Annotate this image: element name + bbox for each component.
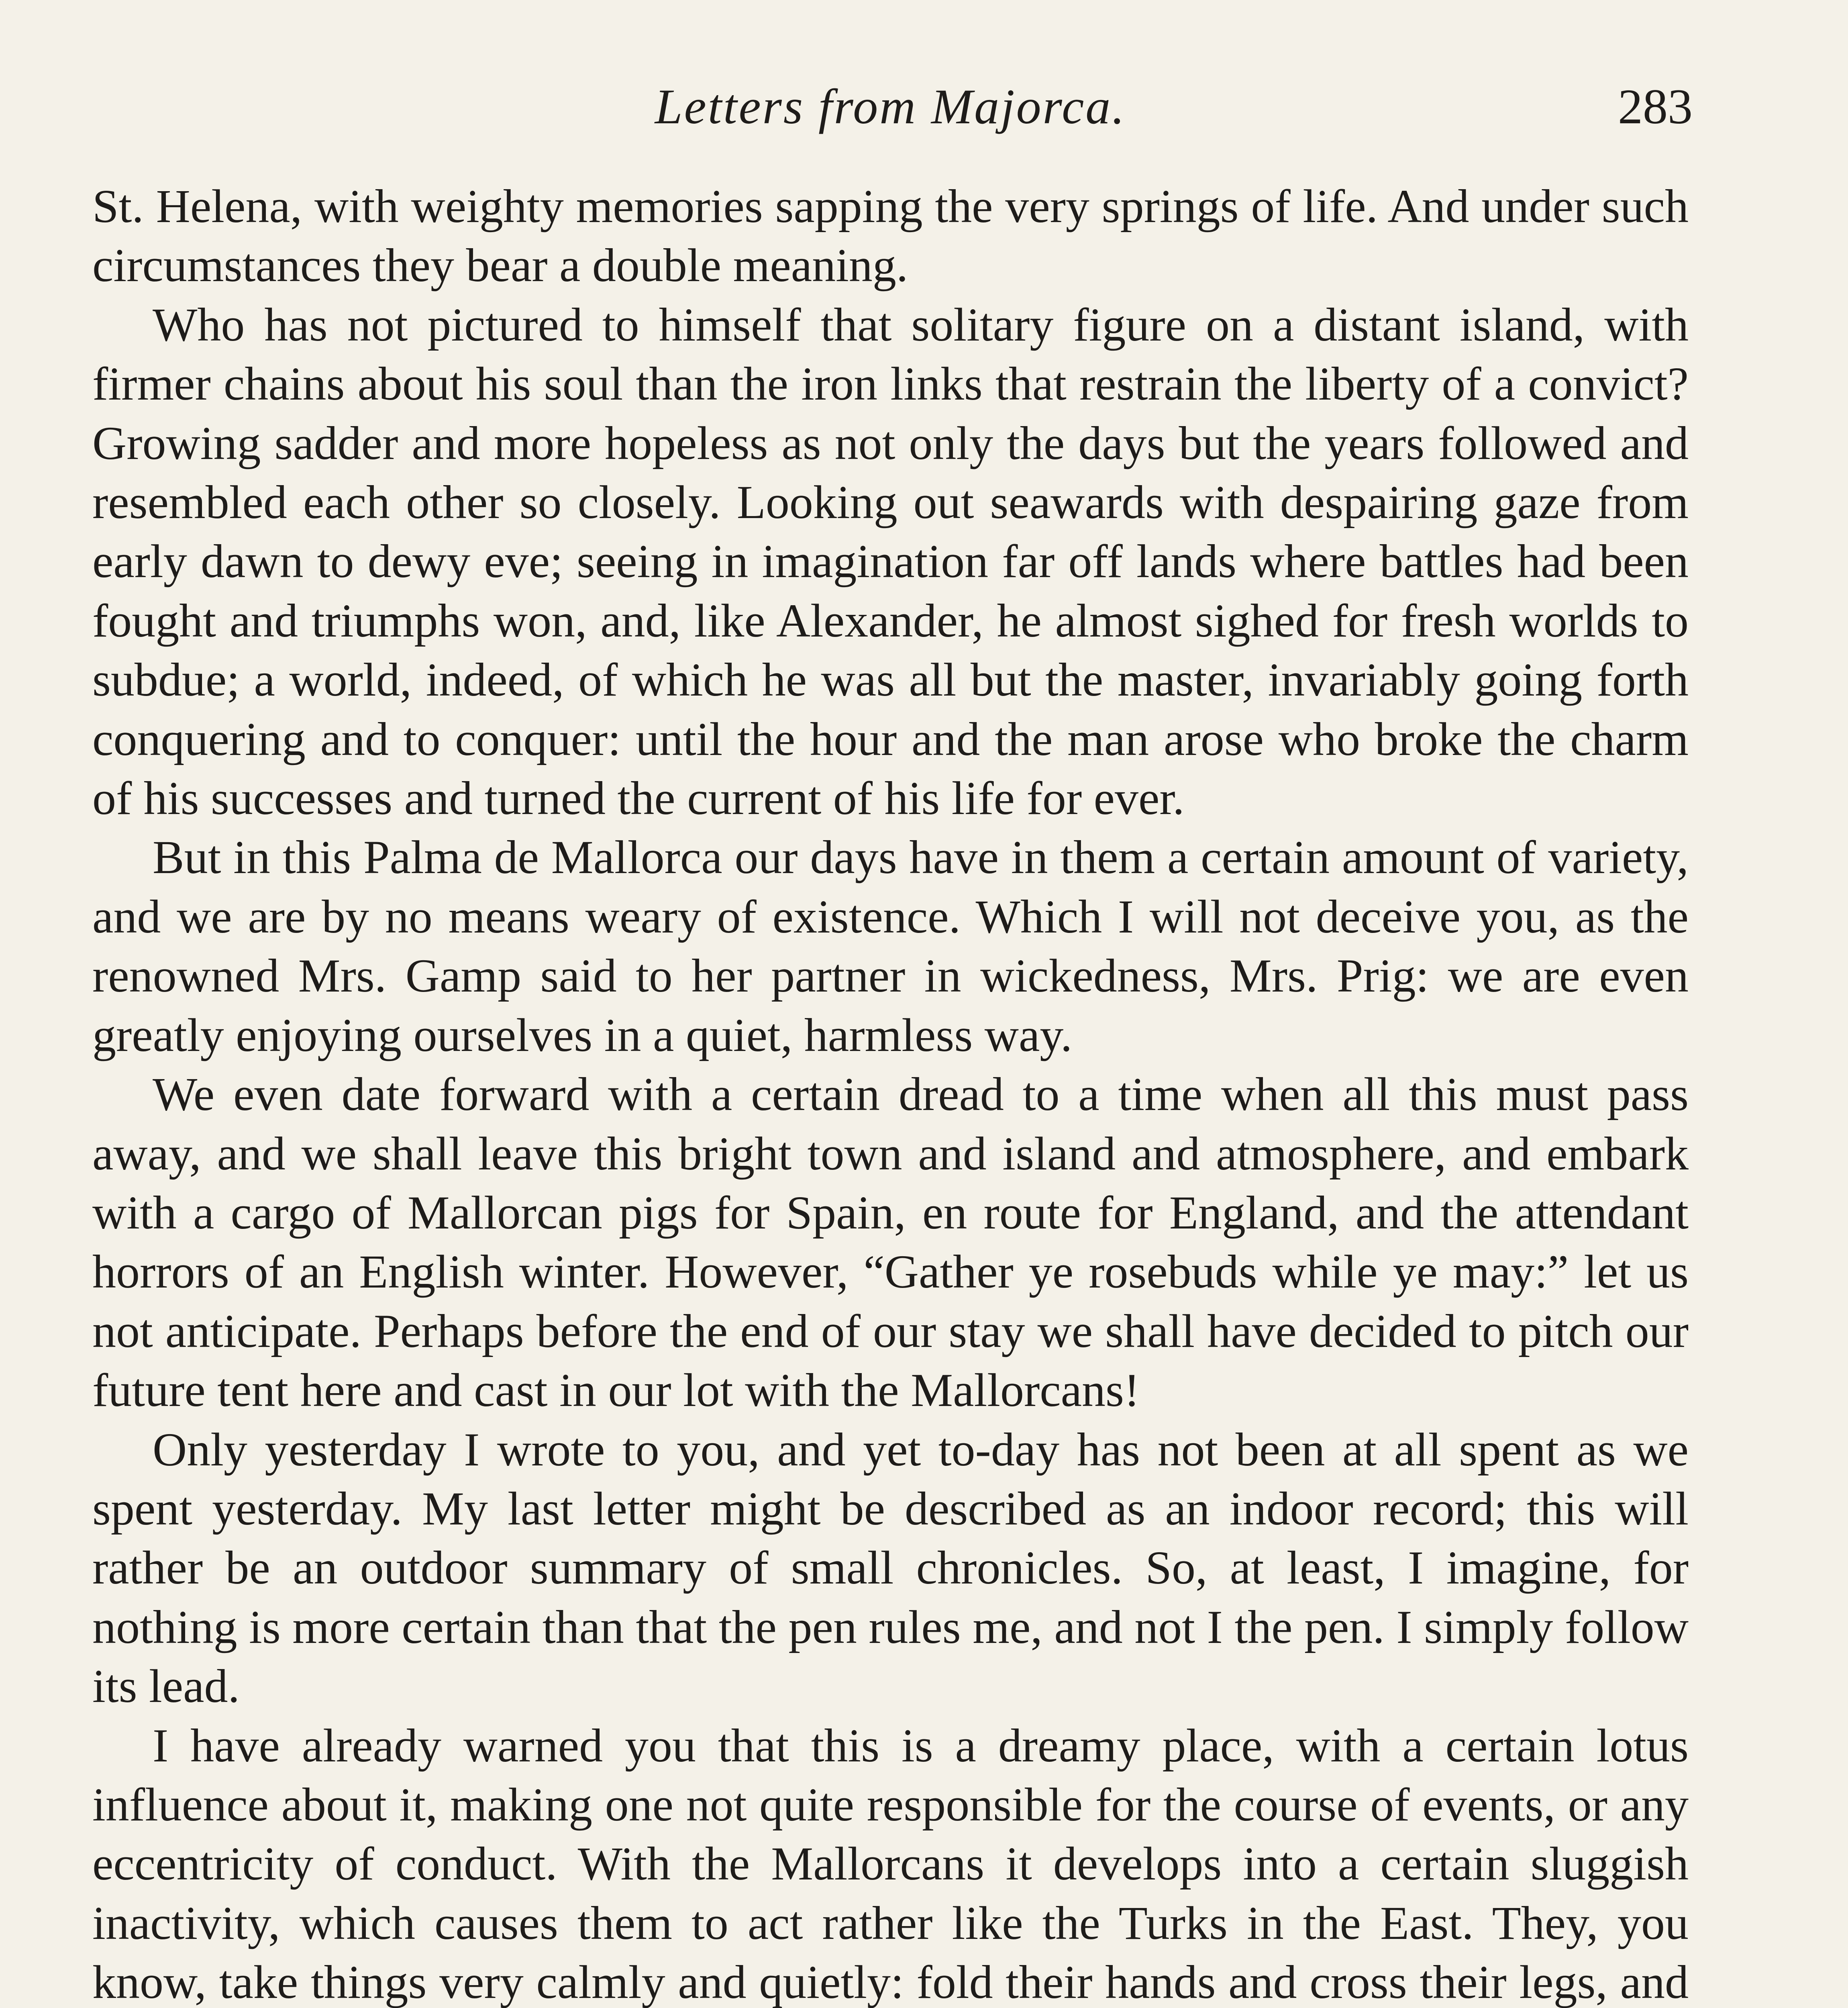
paragraph: I have already warned you that this is a dreamy place, with a certain lotus influence about it, making one not quite responsible for the course of events, or any eccentricity of conduct. With the Mallorcans it develops into a certain sluggish inactivity, which causes them to act rather like the Turks in the East. They, you know, take things very calmly and quietly: fold their hands and cross their legs, and [92, 1719, 1689, 2008]
running-title: Letters from Majorca. [655, 79, 1126, 134]
paragraph-continuation: St. Helena, with weighty memories sapping the very springs of life. And under such circumstances they bear a double meaning. [92, 180, 1689, 292]
paragraph: We even date forward with a certain dread to a time when all this must pass away, and we shall leave this bright town and island and atmosphere, and embark with a cargo of Mallorcan pigs for Spain, en route for England, and the attendant horrors of an English winter. However, “Gather ye rosebuds while ye may:” let us not anticipate. Perhaps before the end of our stay we shall have decided to pitch our future tent here and cast in our lot with the Mallorcans! [92, 1068, 1689, 1417]
page-number: 283 [1618, 79, 1693, 134]
body-text [92, 177, 1689, 2008]
paragraph: Who has not pictured to himself that solitary figure on a distant island, with firmer chains about his soul than the iron links that restrain the liberty of a convict? Growing sadder and more hopeless as not only the days but the years followed and resembled each other so closely. Looking out seawards with despairing gaze from early dawn to dewy eve; seeing in imagination far off lands where battles had been fought and triumphs won, and, like Alexander, he almost sighed for fresh worlds to subdue; a world, indeed, of which he was all but the master, invariably going forth conquering and to conquer: until the hour and the man arose who broke the charm of his successes and turned the current of his life for ever. [92, 298, 1689, 825]
page-header [92, 74, 1693, 143]
paragraph: Only yesterday I wrote to you, and yet to-day has not been at all spent as we spent yesterday. My last letter might be described as an indoor record; this will rather be an outdoor summary of small chronicles. So, at least, I imagine, for nothing is more certain than that the pen rules me, and not I the pen. I simply follow its lead. [92, 1423, 1689, 1713]
paragraph: But in this Palma de Mallorca our days have in them a certain amount of variety, and we are by no means weary of existence. Which I will not deceive you, as the renowned Mrs. Gamp said to her partner in wickedness, Mrs. Prig: we are even greatly enjoying ourselves in a quiet, harmless way. [92, 831, 1689, 1061]
